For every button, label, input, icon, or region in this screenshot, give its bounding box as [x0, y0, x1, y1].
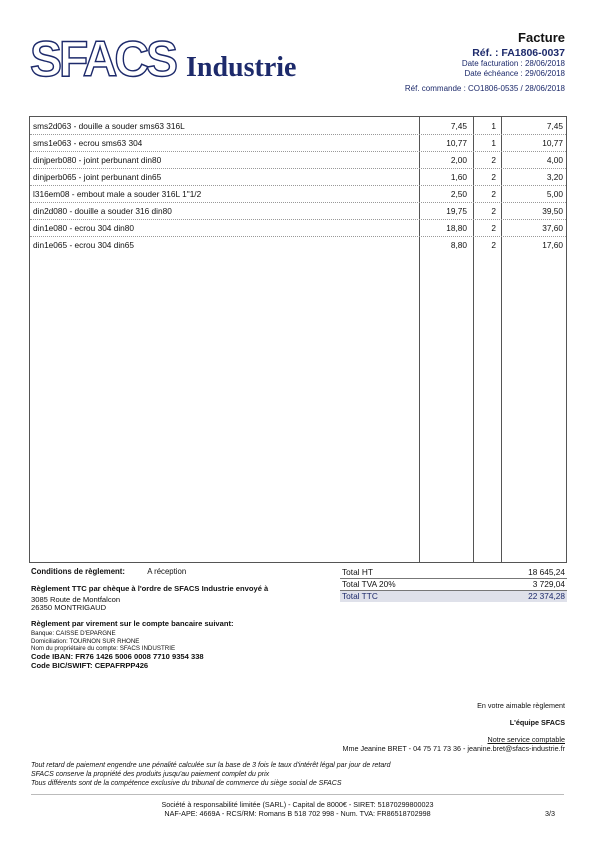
- bank-domiciliation: Domiciliation: TOURNON SUR RHONE: [31, 637, 140, 645]
- company-logo: [30, 30, 315, 88]
- total-label: Total TTC: [342, 591, 378, 601]
- order-ref: Réf. commande : CO1806-0535 / 28/06/2018: [404, 84, 565, 93]
- item-description: dinjperb065 - joint perbunant din65: [33, 172, 162, 182]
- footer-line-2: NAF-APE: 4669A - RCS/RM: Romans B 518 702 998 - Num. TVA: FR86518702998: [164, 809, 431, 818]
- table-row: [30, 236, 566, 253]
- total-ht-row: [340, 567, 567, 579]
- quantity: 2: [491, 189, 496, 199]
- line-total: 10,77: [542, 138, 563, 148]
- line-total: 7,45: [546, 121, 563, 131]
- company-footer: [0, 800, 595, 818]
- table-row: [30, 185, 566, 203]
- legal-line: Tout retard de paiement engendre une pénalité calculée sur la base de 3 fois le taux d'intérêt légal par jour de retard: [31, 762, 391, 769]
- iban: Code IBAN: FR76 1426 5006 0008 7710 9354 338: [31, 651, 204, 661]
- legal-mentions: [31, 762, 390, 788]
- line-total: 39,50: [542, 206, 563, 216]
- invoice-lines-table: [29, 116, 567, 563]
- item-description: din1e080 - ecrou 304 din80: [33, 223, 135, 233]
- invoice-header: [405, 30, 565, 93]
- unit-price: 18,80: [446, 223, 467, 233]
- table-row: [30, 134, 566, 152]
- unit-price: 8,80: [450, 240, 467, 250]
- quantity: 2: [491, 240, 496, 250]
- footer-divider: [31, 794, 564, 795]
- unit-price: 19,75: [446, 206, 467, 216]
- legal-line: SFACS conserve la propriété des produits jusqu'au paiement complet du prix: [31, 770, 270, 778]
- total-value: 18 645,24: [528, 567, 565, 577]
- total-label: Total TVA 20%: [342, 579, 396, 589]
- virement-title: Règlement par virement sur le compte bancaire suivant:: [31, 619, 234, 629]
- item-description: dinjperb080 - joint perbunant din80: [33, 155, 162, 165]
- address-line-2: 26350 MONTRIGAUD: [31, 603, 107, 613]
- page-number: 3/3: [545, 809, 555, 818]
- date-facturation: Date facturation : 28/06/2018: [461, 59, 565, 68]
- item-description: din2d080 - douille a souder 316 din80: [33, 206, 172, 216]
- table-row: [30, 151, 566, 169]
- invoice-title: Facture: [518, 30, 565, 45]
- quantity: 2: [491, 155, 496, 165]
- cheque-title: Règlement TTC par chèque à l'ordre de SFACS Industrie envoyé à: [31, 583, 269, 593]
- line-total: 4,00: [546, 155, 563, 165]
- legal-line: Tous différents sont de la compétence exclusive du tribunal de commerce du siège social de SFACS: [31, 779, 342, 787]
- item-description: l316em08 - embout male a souder 316L 1"1/2: [33, 189, 202, 199]
- table-row: [30, 117, 566, 135]
- item-description: sms2d063 - douille a souder sms63 316L: [33, 121, 185, 131]
- logo-wordmark: SFACS: [30, 31, 176, 88]
- item-description: sms1e063 - ecrou sms63 304: [33, 138, 143, 148]
- unit-price: 7,45: [450, 121, 467, 131]
- bank-name: Banque: CAISSE D'EPARGNE: [31, 629, 116, 637]
- team-signature: L'équipe SFACS: [509, 718, 565, 727]
- address-line-1: 3085 Route de Montfalcon: [31, 594, 121, 604]
- total-ttc-row: [340, 591, 567, 602]
- totals-box: [340, 567, 567, 602]
- logo-suffix: Industrie: [186, 52, 297, 83]
- quantity: 1: [491, 121, 496, 131]
- greeting: En votre aimable règlement: [477, 701, 565, 710]
- table-row: [30, 202, 566, 220]
- line-total: 5,00: [546, 189, 563, 199]
- unit-price: 10,77: [446, 138, 467, 148]
- date-echeance: Date échéance : 29/06/2018: [464, 68, 565, 78]
- line-total: 37,60: [542, 223, 563, 233]
- unit-price: 2,00: [450, 155, 467, 165]
- contact-line: Mme Jeanine BRET - 04 75 71 73 36 - jeanine.bret@sfacs-industrie.fr: [342, 744, 565, 753]
- total-label: Total HT: [342, 567, 373, 577]
- conditions-value: A réception: [147, 567, 187, 576]
- quantity: 1: [491, 138, 496, 148]
- service-name: Notre service comptable: [487, 735, 565, 744]
- footer-line-1: Société à responsabilité limitée (SARL) - Capital de 8000€ - SIRET: 51870299800023: [161, 800, 434, 809]
- table-row: [30, 168, 566, 186]
- total-value: 3 729,04: [532, 579, 565, 589]
- invoice-ref: Réf. : FA1806-0037: [472, 47, 565, 59]
- line-total: 17,60: [542, 240, 563, 250]
- account-owner: Nom du propriétaire du compte: SFACS INDUSTRIE: [31, 645, 176, 653]
- payment-conditions: [31, 568, 331, 670]
- quantity: 2: [491, 223, 496, 233]
- unit-price: 1,60: [450, 172, 467, 182]
- line-total: 3,20: [546, 172, 563, 182]
- bic-swift: Code BIC/SWIFT: CEPAFRPP426: [31, 660, 149, 670]
- total-tva-row: [340, 579, 567, 591]
- total-value: 22 374,28: [528, 591, 565, 601]
- conditions-label: Conditions de règlement:: [31, 567, 126, 576]
- quantity: 2: [491, 206, 496, 216]
- unit-price: 2,50: [450, 189, 467, 199]
- quantity: 2: [491, 172, 496, 182]
- table-row: [30, 219, 566, 237]
- item-description: din1e065 - ecrou 304 din65: [33, 240, 135, 250]
